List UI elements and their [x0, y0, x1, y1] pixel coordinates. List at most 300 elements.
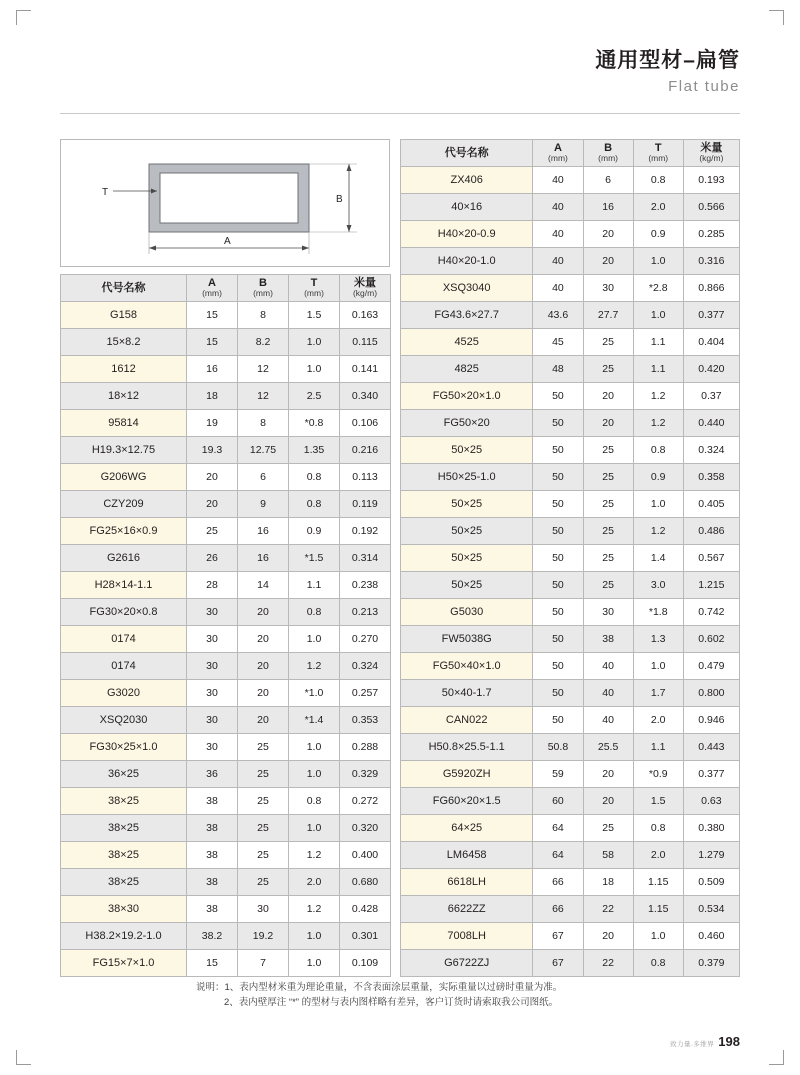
cell-a: 50 [533, 437, 583, 464]
cell-weight: 0.288 [340, 734, 391, 761]
cell-name: 95814 [61, 410, 187, 437]
table-row [61, 815, 391, 842]
cell-t: 2.0 [633, 194, 683, 221]
cell-a: 40 [533, 248, 583, 275]
cell-a: 30 [187, 653, 238, 680]
cell-t: 0.8 [633, 950, 683, 977]
cell-name: 50×25 [401, 572, 533, 599]
cell-name: 50×25 [401, 518, 533, 545]
cell-a: 50.8 [533, 734, 583, 761]
cell-a: 64 [533, 815, 583, 842]
left-table-body [61, 275, 391, 977]
cell-a: 38 [187, 842, 238, 869]
cell-t: 1.0 [289, 734, 340, 761]
page-title-en: Flat tube [668, 78, 740, 96]
cell-name: 18×12 [61, 383, 187, 410]
cell-weight: 0.115 [340, 329, 391, 356]
table-row [401, 545, 740, 572]
cell-name: FG60×20×1.5 [401, 788, 533, 815]
cell-name: G158 [61, 302, 187, 329]
cell-b: 8.2 [238, 329, 289, 356]
cell-t: 1.5 [633, 788, 683, 815]
cell-weight: 0.946 [683, 707, 739, 734]
table-row [61, 653, 391, 680]
cell-t: 2.0 [633, 707, 683, 734]
cell-t: 2.5 [289, 383, 340, 410]
cell-name: FG30×20×0.8 [61, 599, 187, 626]
cell-t: 1.2 [289, 896, 340, 923]
cell-name: FG25×16×0.9 [61, 518, 187, 545]
cell-b: 16 [238, 518, 289, 545]
col-header-b [238, 275, 289, 302]
table-row [61, 572, 391, 599]
cell-a: 50 [533, 599, 583, 626]
cell-b: 8 [238, 302, 289, 329]
col-header-b-text: B [604, 141, 613, 154]
cell-weight: 0.443 [683, 734, 739, 761]
cell-weight: 0.377 [683, 761, 739, 788]
table-row [401, 788, 740, 815]
cell-b: 16 [583, 194, 633, 221]
cell-b: 25 [583, 491, 633, 518]
col-header-b-text: B [259, 276, 267, 289]
cell-b: 25 [238, 815, 289, 842]
cell-t: 0.9 [633, 221, 683, 248]
cell-t: 1.0 [289, 950, 340, 977]
cell-b: 20 [238, 680, 289, 707]
cell-name: 6622ZZ [401, 896, 533, 923]
cell-a: 26 [187, 545, 238, 572]
cell-b: 20 [238, 599, 289, 626]
cell-t: 1.0 [633, 248, 683, 275]
col-header-b-unit: (mm) [598, 153, 618, 164]
cell-b: 38 [583, 626, 633, 653]
table-row [61, 950, 391, 977]
cell-b: 25 [238, 788, 289, 815]
table-row [401, 383, 740, 410]
cell-t: *1.8 [633, 599, 683, 626]
cell-a: 59 [533, 761, 583, 788]
cell-t: 1.2 [633, 518, 683, 545]
cell-t: 1.1 [289, 572, 340, 599]
cell-a: 36 [187, 761, 238, 788]
table-row [401, 221, 740, 248]
cell-b: 20 [583, 761, 633, 788]
table-row [61, 734, 391, 761]
cell-b: 27.7 [583, 302, 633, 329]
cell-weight: 0.63 [683, 788, 739, 815]
cell-a: 30 [187, 626, 238, 653]
cell-t: 1.1 [633, 329, 683, 356]
cell-a: 50 [533, 410, 583, 437]
cell-t: 0.8 [289, 464, 340, 491]
col-header-a-unit: (mm) [202, 288, 222, 299]
cell-b: 9 [238, 491, 289, 518]
cell-t: 0.8 [633, 815, 683, 842]
cell-name: FG50×20×1.0 [401, 383, 533, 410]
cell-a: 30 [187, 680, 238, 707]
cell-t: 1.5 [289, 302, 340, 329]
cell-name: 50×25 [401, 545, 533, 572]
page-number: 198 [718, 1034, 740, 1049]
cell-name: FG50×20 [401, 410, 533, 437]
cell-b: 12 [238, 356, 289, 383]
cell-t: 0.8 [633, 437, 683, 464]
cell-b: 19.2 [238, 923, 289, 950]
table-row [61, 356, 391, 383]
cell-t: 1.0 [289, 761, 340, 788]
table-row [61, 626, 391, 653]
table-header-row [61, 275, 391, 302]
cell-name: G2616 [61, 545, 187, 572]
cell-weight: 0.353 [340, 707, 391, 734]
cell-b: 20 [583, 923, 633, 950]
col-header-b [583, 140, 633, 167]
cell-name: 38×25 [61, 815, 187, 842]
cell-weight: 0.358 [683, 464, 739, 491]
cell-b: 20 [583, 410, 633, 437]
table-row [61, 329, 391, 356]
cell-weight: 0.486 [683, 518, 739, 545]
cell-a: 38 [187, 788, 238, 815]
cell-t: 1.0 [289, 815, 340, 842]
cell-name: H38.2×19.2-1.0 [61, 923, 187, 950]
cell-name: 15×8.2 [61, 329, 187, 356]
table-row [61, 896, 391, 923]
table-row [401, 356, 740, 383]
cell-a: 19.3 [187, 437, 238, 464]
cell-t: 1.15 [633, 869, 683, 896]
cell-b: 6 [583, 167, 633, 194]
cell-b: 20 [238, 653, 289, 680]
cell-name: 38×30 [61, 896, 187, 923]
cell-a: 40 [533, 275, 583, 302]
cell-a: 50 [533, 518, 583, 545]
cell-weight: 0.420 [683, 356, 739, 383]
cell-a: 30 [187, 599, 238, 626]
cell-a: 20 [187, 464, 238, 491]
cross-section-diagram [60, 139, 390, 267]
cell-t: 1.2 [633, 410, 683, 437]
cell-t: 1.0 [633, 653, 683, 680]
cell-b: 25 [583, 329, 633, 356]
cell-t: 1.0 [289, 626, 340, 653]
cell-a: 45 [533, 329, 583, 356]
col-header-name: 代号名称 [401, 140, 533, 167]
cell-a: 50 [533, 491, 583, 518]
note-line-2: 2、表内壁厚注 “*” 的型材与表内图样略有差异，客户订货时请索取我公司图纸。 [224, 997, 559, 1009]
cell-name: 50×25 [401, 437, 533, 464]
cell-name: ZX406 [401, 167, 533, 194]
col-header-w-text: 米量 [700, 141, 723, 154]
cell-a: 50 [533, 383, 583, 410]
col-header-t-unit: (mm) [648, 153, 669, 164]
cell-weight: 0.285 [683, 221, 739, 248]
table-row [401, 896, 740, 923]
cell-weight: 0.324 [683, 437, 739, 464]
cell-weight: 0.460 [683, 923, 739, 950]
cell-t: 2.0 [633, 842, 683, 869]
cell-name: G3020 [61, 680, 187, 707]
cell-a: 50 [533, 464, 583, 491]
cell-weight: 0.257 [340, 680, 391, 707]
cell-a: 67 [533, 923, 583, 950]
spec-table-left [60, 274, 391, 977]
table-row [61, 680, 391, 707]
table-row [401, 599, 740, 626]
cell-b: 18 [583, 869, 633, 896]
cell-weight: 0.324 [340, 653, 391, 680]
col-header-a [187, 275, 238, 302]
table-row [401, 275, 740, 302]
cell-name: 4525 [401, 329, 533, 356]
table-row [401, 680, 740, 707]
cell-b: 14 [238, 572, 289, 599]
cell-name: 0174 [61, 626, 187, 653]
cell-name: FG43.6×27.7 [401, 302, 533, 329]
cell-name: 38×25 [61, 842, 187, 869]
cell-weight: 0.314 [340, 545, 391, 572]
cell-t: 0.8 [633, 167, 683, 194]
col-header-a-text: A [553, 141, 562, 154]
cell-b: 25 [583, 815, 633, 842]
cell-b: 40 [583, 680, 633, 707]
table-row [401, 734, 740, 761]
cell-t: 1.15 [633, 896, 683, 923]
footer-brand: 致力量.多维界 [669, 1041, 715, 1048]
table-row [401, 248, 740, 275]
label-t: T [102, 187, 109, 198]
cell-t: 1.2 [289, 842, 340, 869]
cell-weight: 0.141 [340, 356, 391, 383]
cell-name: 4825 [401, 356, 533, 383]
cell-b: 20 [238, 626, 289, 653]
table-row [401, 950, 740, 977]
table-row [401, 329, 740, 356]
cell-a: 66 [533, 869, 583, 896]
table-row [401, 194, 740, 221]
table-row [401, 842, 740, 869]
cell-weight: 0.428 [340, 896, 391, 923]
cell-t: *1.4 [289, 707, 340, 734]
cell-a: 15 [187, 302, 238, 329]
cell-a: 67 [533, 950, 583, 977]
cell-weight: 0.216 [340, 437, 391, 464]
cell-t: 1.0 [289, 923, 340, 950]
cell-name: XSQ2030 [61, 707, 187, 734]
label-b: B [336, 194, 343, 205]
cell-a: 28 [187, 572, 238, 599]
col-header-w-unit: (kg/m) [352, 288, 378, 299]
cell-t: 1.4 [633, 545, 683, 572]
cell-b: 6 [238, 464, 289, 491]
cell-t: 1.2 [289, 653, 340, 680]
cell-name: H28×14-1.1 [61, 572, 187, 599]
cell-b: 20 [583, 383, 633, 410]
cell-weight: 0.377 [683, 302, 739, 329]
cell-b: 58 [583, 842, 633, 869]
header-divider [60, 113, 740, 114]
cell-name: H40×20-0.9 [401, 221, 533, 248]
cell-weight: 0.109 [340, 950, 391, 977]
cell-b: 25 [583, 437, 633, 464]
col-header-t-unit: (mm) [304, 288, 324, 299]
crop-mark-top-left [16, 10, 31, 25]
cell-a: 30 [187, 734, 238, 761]
table-row [61, 599, 391, 626]
cell-a: 48 [533, 356, 583, 383]
cell-t: 0.8 [289, 788, 340, 815]
cell-t: *0.8 [289, 410, 340, 437]
cell-t: *1.5 [289, 545, 340, 572]
cell-t: 1.35 [289, 437, 340, 464]
table-row [61, 788, 391, 815]
cell-t: 1.0 [633, 491, 683, 518]
cell-a: 50 [533, 653, 583, 680]
page-header [60, 48, 740, 95]
cell-weight: 0.320 [340, 815, 391, 842]
table-row [401, 923, 740, 950]
cell-t: 1.1 [633, 734, 683, 761]
table-row [401, 167, 740, 194]
cell-weight: 0.113 [340, 464, 391, 491]
table-row [401, 626, 740, 653]
cell-name: 0174 [61, 653, 187, 680]
cell-a: 60 [533, 788, 583, 815]
cell-name: 36×25 [61, 761, 187, 788]
table-row [61, 491, 391, 518]
cell-name: 64×25 [401, 815, 533, 842]
cell-name: FG15×7×1.0 [61, 950, 187, 977]
cell-name: XSQ3040 [401, 275, 533, 302]
cell-a: 38 [187, 815, 238, 842]
cell-b: 30 [238, 896, 289, 923]
cell-a: 19 [187, 410, 238, 437]
cell-name: 38×25 [61, 869, 187, 896]
cell-t: 1.0 [289, 356, 340, 383]
cell-b: 25 [238, 869, 289, 896]
flat-tube-drawing [61, 140, 389, 266]
col-header-a [533, 140, 583, 167]
cell-weight: 0.379 [683, 950, 739, 977]
crop-mark-bottom-right [769, 1050, 784, 1065]
table-row [401, 815, 740, 842]
table-row [61, 869, 391, 896]
table-row [61, 518, 391, 545]
cell-b: 20 [583, 248, 633, 275]
crop-mark-bottom-left [16, 1050, 31, 1065]
cell-b: 12.75 [238, 437, 289, 464]
page-title-cn: 通用型材–扁管 [595, 49, 740, 72]
cell-a: 64 [533, 842, 583, 869]
note-line-1: 说明：1、表内型材米重为理论重量，不含表面涂层重量，实际重量以过磅时重量为准。 [196, 982, 563, 993]
cell-name: 6618LH [401, 869, 533, 896]
cell-a: 66 [533, 896, 583, 923]
cell-weight: 0.405 [683, 491, 739, 518]
right-table-body [401, 140, 740, 977]
cell-t: 1.1 [633, 356, 683, 383]
table-row [401, 761, 740, 788]
cell-a: 18 [187, 383, 238, 410]
cell-weight: 0.192 [340, 518, 391, 545]
cell-t: 1.0 [289, 329, 340, 356]
cell-a: 25 [187, 518, 238, 545]
cell-name: LM6458 [401, 842, 533, 869]
cell-a: 50 [533, 680, 583, 707]
cell-b: 25 [583, 356, 633, 383]
cell-a: 15 [187, 329, 238, 356]
cell-weight: 0.380 [683, 815, 739, 842]
cell-a: 16 [187, 356, 238, 383]
cell-weight: 0.742 [683, 599, 739, 626]
cell-a: 38 [187, 869, 238, 896]
cell-weight: 0.163 [340, 302, 391, 329]
table-row [61, 707, 391, 734]
col-header-a-unit: (mm) [548, 153, 568, 164]
cell-weight: 1.279 [683, 842, 739, 869]
cell-t: 3.0 [633, 572, 683, 599]
col-header-t-text: T [654, 141, 662, 154]
cell-name: 50×25 [401, 491, 533, 518]
table-row [401, 518, 740, 545]
cell-t: 1.3 [633, 626, 683, 653]
table-row [401, 653, 740, 680]
cell-b: 20 [583, 221, 633, 248]
cell-weight: 0.479 [683, 653, 739, 680]
cell-b: 30 [583, 275, 633, 302]
cell-weight: 0.272 [340, 788, 391, 815]
cell-name: 40×16 [401, 194, 533, 221]
cell-t: 0.8 [289, 491, 340, 518]
table-header-row [401, 140, 740, 167]
cell-weight: 0.119 [340, 491, 391, 518]
cell-name: CAN022 [401, 707, 533, 734]
cell-t: 0.9 [633, 464, 683, 491]
cell-b: 25 [583, 545, 633, 572]
cell-b: 12 [238, 383, 289, 410]
cell-weight: 0.340 [340, 383, 391, 410]
cell-a: 50 [533, 545, 583, 572]
cell-name: H40×20-1.0 [401, 248, 533, 275]
cell-weight: 0.509 [683, 869, 739, 896]
cell-weight: 0.866 [683, 275, 739, 302]
cell-b: 8 [238, 410, 289, 437]
cell-weight: 0.400 [340, 842, 391, 869]
table-row [61, 761, 391, 788]
cell-a: 40 [533, 221, 583, 248]
col-header-t-text: T [310, 276, 318, 289]
cell-weight: 0.680 [340, 869, 391, 896]
spec-table-right [400, 139, 740, 977]
cell-t: *2.8 [633, 275, 683, 302]
cell-weight: 0.37 [683, 383, 739, 410]
cell-a: 40 [533, 194, 583, 221]
cell-weight: 1.215 [683, 572, 739, 599]
cell-name: CZY209 [61, 491, 187, 518]
cell-b: 25 [583, 572, 633, 599]
col-header-w [683, 140, 739, 167]
cell-weight: 0.193 [683, 167, 739, 194]
cell-a: 30 [187, 707, 238, 734]
table-row [401, 707, 740, 734]
table-row [61, 302, 391, 329]
cell-b: 22 [583, 950, 633, 977]
table-row [61, 410, 391, 437]
cell-b: 20 [583, 788, 633, 815]
label-a: A [224, 236, 231, 247]
cell-a: 50 [533, 572, 583, 599]
cell-name: G6722ZJ [401, 950, 533, 977]
